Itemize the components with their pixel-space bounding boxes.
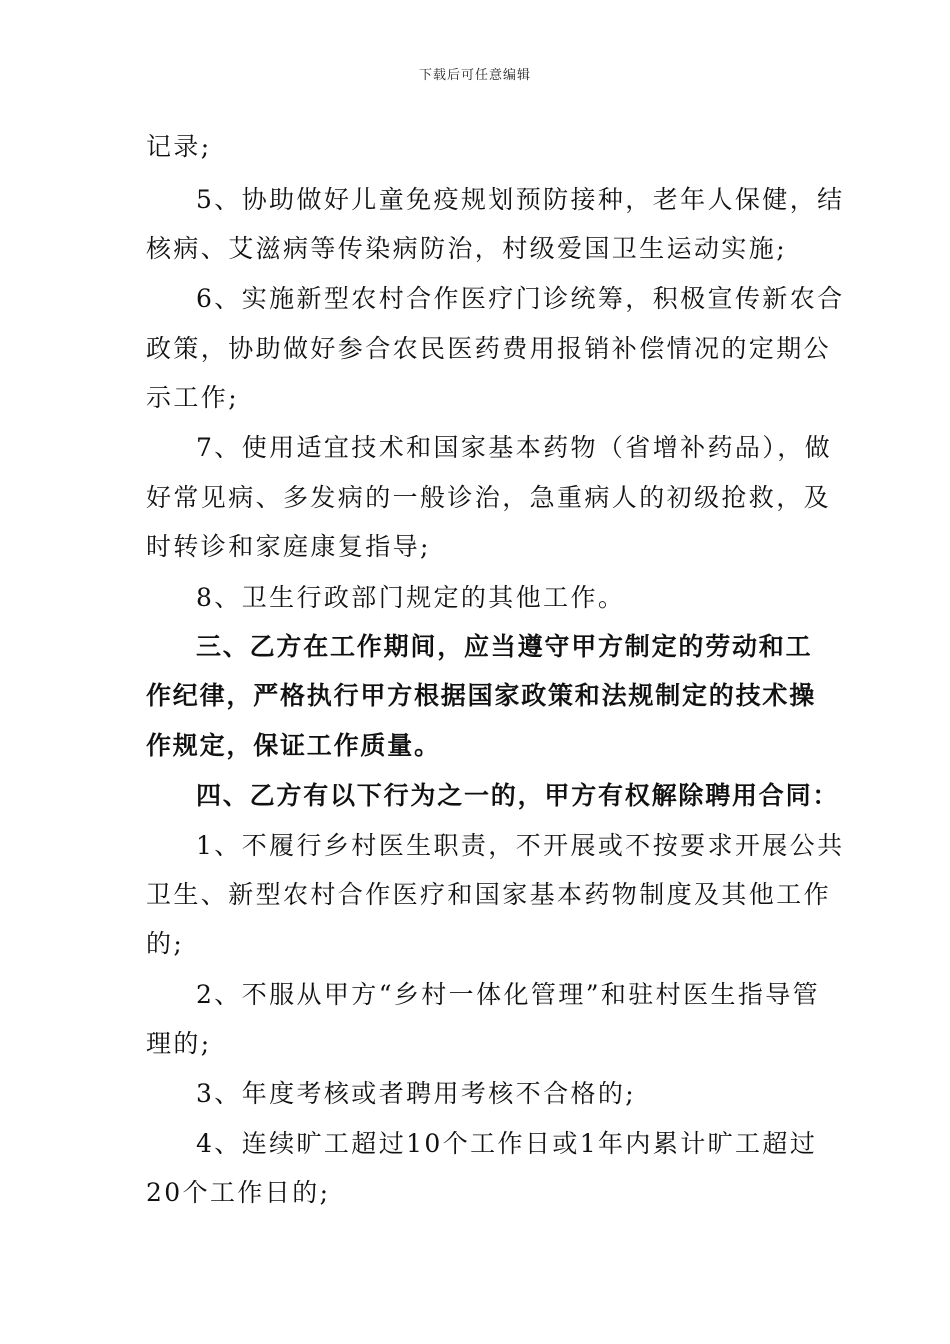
text-line: 7、使用适宜技术和国家基本药物（省增补药品），做 <box>196 433 833 462</box>
text-line: 理的; <box>146 1029 212 1058</box>
page-header: 下载后可任意编辑 <box>418 68 531 83</box>
text-line: 5、协助做好儿童免疫规划预防接种，老年人保健，结 <box>196 185 845 214</box>
text-line: 20个工作日的; <box>146 1178 331 1207</box>
text-line: 3、年度考核或者聘用考核不合格的; <box>196 1079 637 1108</box>
text-line: 卫生、新型农村合作医疗和国家基本药物制度及其他工作 <box>146 880 832 909</box>
section-heading-line: 三、乙方在工作期间，应当遵守甲方制定的劳动和工 <box>196 632 813 661</box>
text-line: 的; <box>146 929 185 958</box>
text-line: 1、不履行乡村医生职责，不开展或不按要求开展公共 <box>196 831 845 860</box>
section-heading-line: 作纪律，严格执行甲方根据国家政策和法规制定的技术操 <box>146 681 817 710</box>
text-line: 记录; <box>146 132 212 161</box>
text-line: 2、不服从甲方“乡村一体化管理”和驻村医生指导管 <box>196 980 821 1009</box>
text-line: 4、连续旷工超过10个工作日或1年内累计旷工超过 <box>196 1129 818 1158</box>
text-line: 核病、艾滋病等传染病防治，村级爱国卫生运动实施; <box>146 234 788 263</box>
text-line: 示工作; <box>146 383 240 412</box>
text-line: 好常见病、多发病的一般诊治，急重病人的初级抢救，及 <box>146 483 832 512</box>
text-line: 8、卫生行政部门规定的其他工作。 <box>196 583 626 612</box>
section-heading-line: 作规定，保证工作质量。 <box>146 731 441 760</box>
text-line: 时转诊和家庭康复指导; <box>146 532 431 561</box>
section-heading-line: 四、乙方有以下行为之一的，甲方有权解除聘用合同： <box>196 781 840 810</box>
text-line: 6、实施新型农村合作医疗门诊统筹，积极宣传新农合 <box>196 284 845 313</box>
text-line: 政策，协助做好参合农民医药费用报销补偿情况的定期公 <box>146 334 832 363</box>
